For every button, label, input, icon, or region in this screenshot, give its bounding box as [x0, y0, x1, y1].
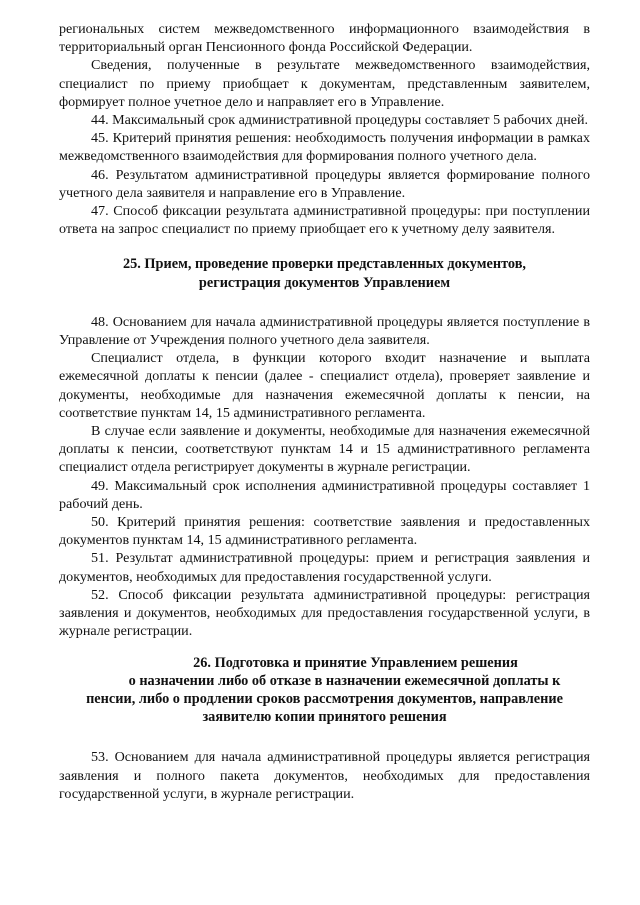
paragraph-47: 47. Способ фиксации результата административной процедуры: при поступлении ответа на запрос специалист по приему приобщает его к учетному делу заявителя.	[59, 203, 590, 238]
paragraph-44: 44. Максимальный срок административной процедуры составляет 5 рабочих дней.	[91, 112, 589, 129]
paragraph-registration-case: В случае если заявление и документы, необходимые для назначения ежемесячной доплаты к пенсии, соответствуют пунктам 14 и 15 административного регламента специалист отдела регистрирует документы в журнале регистрации.	[59, 423, 590, 476]
section-heading-26-line: 26. Подготовка и принятие Управлением решения	[193, 654, 518, 671]
section-heading-26	[59, 654, 590, 727]
section-heading-25-line: регистрация документов Управлением	[198, 274, 451, 291]
section-heading-26-line: заявителю копии принятого решения	[202, 709, 447, 726]
section-heading-25-line: 25. Прием, проведение проверки представленных документов,	[122, 256, 526, 273]
section-heading-25	[59, 255, 590, 291]
section-heading-26-line: пенсии, либо о продлении сроков рассмотрения документов, направление	[86, 690, 563, 707]
paragraph-specialist-check: Специалист отдела, в функции которого входит назначение и выплата ежемесячной доплаты к пенсии (далее - специалист отдела), проверяет заявление и документы, необходимые для назначения ежемесячной доплаты к пенсии, на соответствие пунктам 14, 15 административного регламента.	[59, 350, 590, 421]
paragraph-50: 50. Критерий принятия решения: соответствие заявления и предоставленных документов пунктам 14, 15 административного регламента.	[59, 514, 590, 549]
paragraph-46: 46. Результатом административной процедуры является формирование полного учетного дела заявителя и направление его в Управление.	[59, 166, 590, 201]
section-heading-26-line: о назначении либо об отказе в назначении ежемесячной доплаты к	[128, 672, 561, 689]
paragraph-interagency-info: Сведения, полученные в результате межведомственного взаимодействия, специалист по приему приобщает к документам, представленным заявителем, формирует полное учетное дело и направляет его в Управление.	[59, 57, 590, 110]
paragraph-51: 51. Результат административной процедуры: прием и регистрация заявления и документов, необходимых для предоставления государственной услуги.	[59, 550, 590, 585]
paragraph-45: 45. Критерий принятия решения: необходимость получения информации в рамках межведомственного взаимодействия для формирования полного учетного дела.	[59, 130, 590, 165]
paragraph-49: 49. Максимальный срок исполнения административной процедуры составляет 1 рабочий день.	[59, 477, 590, 512]
paragraph-53: 53. Основанием для начала административной процедуры является регистрация заявления и полного пакета документов, необходимых для предоставления государственной услуги, в журнале регистрации.	[59, 749, 590, 802]
paragraph-continuation: региональных систем межведомственного информационного взаимодействия в территориальный орган Пенсионного фонда Российской Федерации.	[59, 21, 590, 56]
paragraph-48: 48. Основанием для начала административной процедуры является поступление в Управление от Учреждения полного учетного дела заявителя.	[59, 313, 590, 349]
paragraph-52: 52. Способ фиксации результата административной процедуры: регистрация заявления и документов, необходимых для предоставления государственной услуги, в журнале регистрации.	[59, 586, 590, 640]
